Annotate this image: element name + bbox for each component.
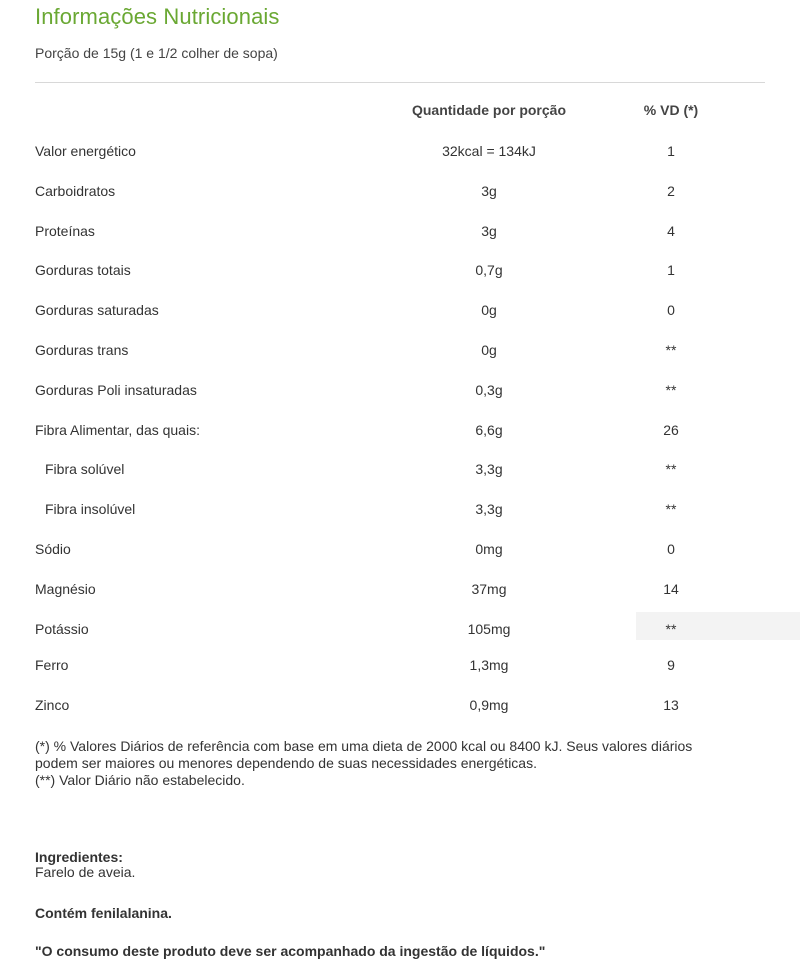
nutrient-name: Magnésio (35, 581, 96, 597)
nutrient-vd: 13 (663, 697, 679, 713)
table-row (0, 581, 800, 603)
nutrient-quantity: 37mg (471, 581, 507, 597)
nutrient-quantity: 3,3g (475, 461, 503, 477)
nutrient-quantity: 0,3g (475, 382, 503, 398)
nutrient-vd: 1 (667, 262, 675, 278)
nutrient-quantity: 3,3g (475, 501, 503, 517)
column-header-quantity: Quantidade por porção (411, 102, 567, 118)
portion-size: Porção de 15g (1 e 1/2 colher de sopa) (35, 45, 278, 61)
nutrient-vd: ** (665, 342, 677, 358)
nutrient-name: Sódio (35, 541, 71, 557)
nutrient-vd: 0 (667, 302, 675, 318)
nutrient-quantity: 0,9mg (469, 697, 509, 713)
table-row (0, 541, 800, 563)
nutrient-name: Valor energético (35, 143, 136, 159)
nutrient-vd: 14 (663, 581, 679, 597)
nutrient-quantity: 3g (481, 223, 497, 239)
nutrient-name: Gorduras Poli insaturadas (35, 382, 197, 398)
table-row (0, 621, 800, 643)
nutrient-name: Ferro (35, 657, 69, 673)
nutrient-quantity: 6,6g (475, 422, 503, 438)
table-row (0, 461, 800, 483)
nutrient-quantity: 0mg (475, 541, 503, 557)
nutrient-name: Proteínas (35, 223, 95, 239)
nutrient-name: Fibra insolúvel (45, 501, 136, 517)
allergen-notice: Contém fenilalanina. (35, 905, 172, 921)
nutrient-vd: ** (665, 382, 677, 398)
page-title: Informações Nutricionais (35, 4, 280, 29)
nutrient-name: Fibra Alimentar, das quais: (35, 422, 200, 438)
ingredients-label: Ingredientes: (35, 849, 123, 865)
column-header-vd: % VD (*) (643, 102, 699, 118)
nutrient-vd: 4 (667, 223, 675, 239)
nutrient-quantity: 0g (481, 342, 497, 358)
table-row (0, 501, 800, 523)
table-row (0, 223, 800, 245)
nutrient-vd: 2 (667, 183, 675, 199)
nutrient-quantity: 1,3mg (469, 657, 509, 673)
consumption-warning: "O consumo deste produto deve ser acompanhado da ingestão de líquidos." (35, 943, 546, 959)
table-row (0, 302, 800, 324)
nutrient-quantity: 3g (481, 183, 497, 199)
footnote-line: (*) % Valores Diários de referência com base em uma dieta de 2000 kcal ou 8400 kJ. Seus valores diários (35, 738, 693, 754)
nutrient-name: Zinco (35, 697, 70, 713)
table-row (0, 262, 800, 284)
footnote-line: (**) Valor Diário não estabelecido. (35, 772, 245, 788)
nutrient-quantity: 32kcal = 134kJ (442, 143, 536, 159)
footnote-line: podem ser maiores ou menores dependendo de suas necessidades energéticas. (35, 755, 537, 771)
table-row (0, 657, 800, 679)
nutrient-quantity: 0,7g (475, 262, 503, 278)
table-row (0, 342, 800, 364)
table-row (0, 697, 800, 719)
table-row (0, 143, 800, 165)
nutrient-name: Gorduras saturadas (35, 302, 159, 318)
nutrient-name: Gorduras totais (35, 262, 131, 278)
nutrient-quantity: 105mg (467, 621, 511, 637)
table-row (0, 183, 800, 205)
ingredients-text: Farelo de aveia. (35, 864, 136, 880)
nutrient-vd: ** (665, 501, 677, 517)
divider (35, 82, 765, 83)
nutrient-vd: 26 (663, 422, 679, 438)
nutrient-vd: 9 (667, 657, 675, 673)
nutrient-name: Gorduras trans (35, 342, 129, 358)
table-row (0, 422, 800, 444)
nutrient-name: Carboidratos (35, 183, 116, 199)
nutrient-name: Fibra solúvel (45, 461, 125, 477)
nutrient-quantity: 0g (481, 302, 497, 318)
nutrient-name: Potássio (35, 621, 89, 637)
footnote (35, 738, 775, 789)
nutrient-vd: 1 (667, 143, 675, 159)
nutrient-vd: 0 (667, 541, 675, 557)
nutrient-vd: ** (665, 621, 677, 637)
table-row (0, 382, 800, 404)
nutrient-vd: ** (665, 461, 677, 477)
